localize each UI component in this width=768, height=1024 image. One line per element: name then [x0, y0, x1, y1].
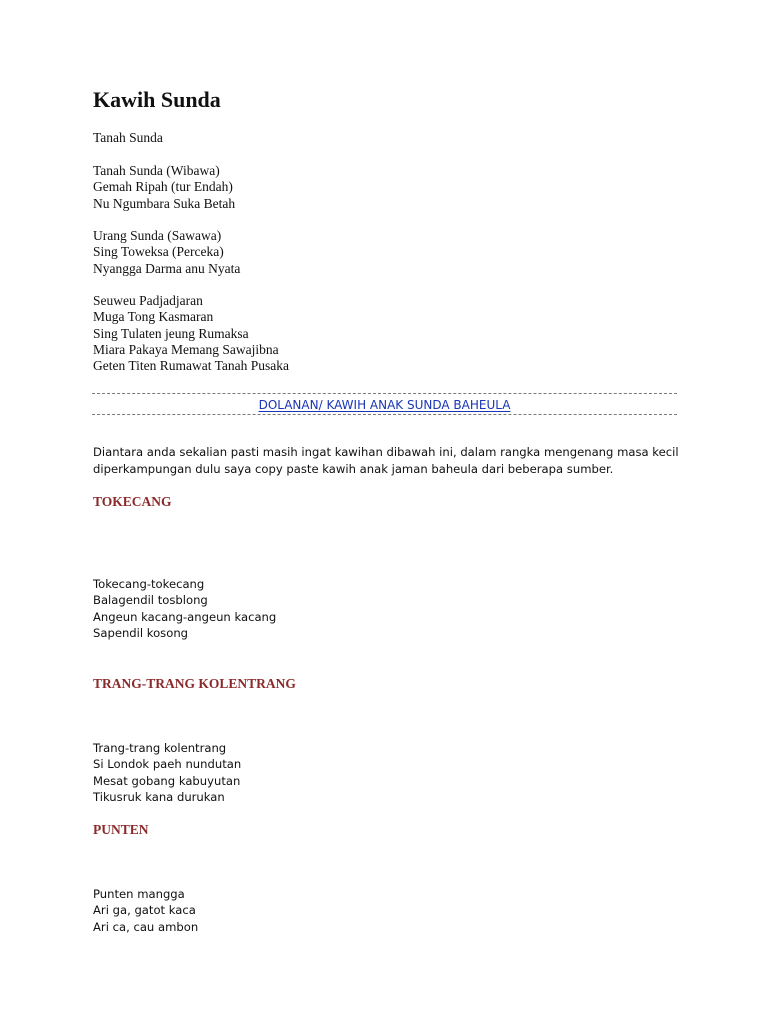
lyric-line: Gemah Ripah (tur Endah): [93, 179, 233, 195]
intro-stanza-2: [93, 228, 240, 277]
lyric-line: Sapendil kosong: [93, 625, 189, 640]
lyric-line: Nu Ngumbara Suka Betah: [93, 195, 236, 211]
lyric-line: Balagendil tosblong: [93, 593, 208, 608]
intro-stanza-3: [93, 293, 289, 374]
divider-bottom: [92, 414, 677, 415]
lyric-line: Seuweu Padjadjaran: [93, 293, 203, 308]
page-title: Kawih Sunda: [93, 87, 221, 112]
song-lyrics-punten: [93, 886, 198, 935]
song-title-trang-trang-kolentrang: TRANG-TRANG KOLENTRANG: [93, 676, 296, 691]
lyric-line: Ari ga, gatot kaca: [93, 903, 196, 918]
lyric-line: Sing Toweksa (Perceka): [93, 244, 224, 260]
lyric-line: Miara Pakaya Memang Sawajibna: [93, 341, 279, 357]
lyric-line: Nyangga Darma anu Nyata: [93, 260, 241, 276]
lyric-line: Geten Titen Rumawat Tanah Pusaka: [93, 358, 290, 374]
song-title-tokecang: TOKECANG: [93, 494, 172, 509]
lyric-line: Mesat gobang kabuyutan: [93, 773, 241, 788]
lyric-line: Trang-trang kolentrang: [93, 741, 227, 755]
lyric-line: Punten mangga: [93, 887, 185, 901]
subtitle: Tanah Sunda: [93, 130, 163, 145]
lyric-line: Muga Tong Kasmaran: [93, 309, 214, 325]
lyric-line: Tokecang-tokecang: [93, 577, 205, 591]
lyric-line: Angeun kacang-angeun kacang: [93, 609, 277, 624]
song-lyrics-tokecang: [93, 576, 276, 641]
lyric-line: Tikusruk kana durukan: [93, 789, 225, 804]
lyric-line: Si Londok paeh nundutan: [93, 757, 242, 772]
song-lyrics-trang-trang: [93, 740, 241, 805]
divider-top: [92, 393, 677, 394]
description-paragraph: Diantara anda sekalian pasti masih ingat kawihan dibawah ini, dalam rangka mengenang masa kecil diperkampungan dulu saya copy paste kawih anak jaman baheula dari beberapa sumber.: [93, 445, 679, 476]
intro-stanza-1: [93, 163, 235, 212]
song-title-punten: PUNTEN: [93, 822, 149, 837]
lyric-line: Tanah Sunda (Wibawa): [93, 163, 220, 178]
section-link-heading[interactable]: DOLANAN/ KAWIH ANAK SUNDA BAHEULA: [258, 398, 511, 412]
lyric-line: Sing Tulaten jeung Rumaksa: [93, 325, 249, 341]
lyric-line: Urang Sunda (Sawawa): [93, 228, 222, 243]
lyric-line: Ari ca, cau ambon: [93, 919, 199, 934]
